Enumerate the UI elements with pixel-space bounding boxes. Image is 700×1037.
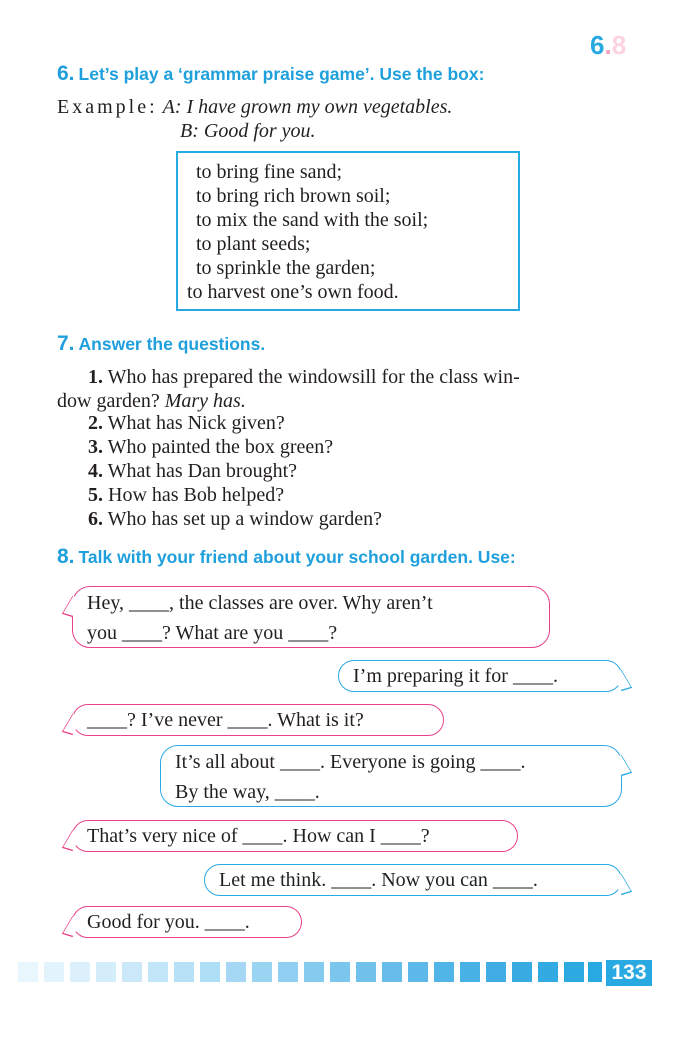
bubble-line: That’s very nice of ____. How can I ____? — [87, 825, 430, 847]
bubble-line: you ____? What are you ____? — [87, 622, 338, 644]
footer-stripe-block — [486, 962, 506, 982]
footer-stripe-block — [18, 962, 38, 982]
question-5 — [88, 483, 284, 507]
task8-heading — [57, 545, 516, 569]
example-a: A: I have grown my own vegetables. — [162, 96, 453, 118]
task6-number: 6. — [57, 62, 75, 85]
footer-stripe-block — [96, 962, 116, 982]
question-text: What has Nick given? — [107, 412, 285, 434]
unit-major: 6 — [590, 30, 605, 60]
box-item: to mix the sand with the soil; — [196, 209, 429, 231]
question-text: Who has prepared the windowsill for the class win- — [107, 366, 520, 388]
speech-bubble-f — [204, 864, 622, 896]
task7-number: 7. — [57, 332, 75, 355]
task6-title: Let’s play a ‘grammar praise game’. Use the box: — [78, 64, 485, 84]
example-label: Example: — [57, 96, 158, 118]
question-number: 3. — [88, 436, 103, 458]
footer-stripe-block — [148, 962, 168, 982]
question-3 — [88, 435, 333, 459]
speech-bubble-g — [72, 906, 302, 938]
footer-stripe-block — [512, 962, 532, 982]
task7-title: Answer the questions. — [78, 334, 266, 354]
question-number: 5. — [88, 484, 103, 506]
speech-bubble-e — [72, 820, 518, 852]
question-answer: Mary has. — [164, 390, 246, 412]
unit-minor: 8 — [611, 30, 627, 60]
speech-bubble-c — [72, 704, 444, 736]
footer-stripe-block — [538, 962, 558, 982]
footer-stripe-block — [252, 962, 272, 982]
question-1 — [88, 365, 520, 389]
question-text: Who has set up a window garden? — [107, 508, 383, 530]
question-number: 2. — [88, 412, 103, 434]
phrase-box — [176, 151, 520, 311]
footer-stripe-block — [122, 962, 142, 982]
question-text: What has Dan brought? — [107, 460, 298, 482]
task8-title: Talk with your friend about your school garden. Use: — [78, 547, 516, 567]
footer-stripe-block — [174, 962, 194, 982]
task6-heading — [57, 62, 484, 86]
footer-stripe-block — [44, 962, 64, 982]
bubble-tail — [611, 670, 632, 691]
unit-marker — [590, 32, 626, 58]
question-number: 6. — [88, 508, 103, 530]
bubble-tail — [611, 874, 632, 895]
bubble-tail — [611, 755, 632, 776]
footer-stripe-block — [70, 962, 90, 982]
speech-bubble-b — [338, 660, 622, 692]
question-6 — [88, 507, 382, 531]
footer-stripe-block — [434, 962, 454, 982]
bubble-tail — [62, 830, 83, 851]
footer-stripe-block — [408, 962, 428, 982]
box-item: to bring fine sand; — [196, 161, 343, 183]
footer-stripe-block — [382, 962, 402, 982]
bubble-tail — [62, 916, 83, 937]
question-text: dow garden? — [57, 390, 160, 412]
footer-stripe-block — [460, 962, 480, 982]
bubble-line: I’m preparing it for ____. — [353, 665, 558, 687]
unit-dot: . — [604, 30, 612, 60]
question-number: 4. — [88, 460, 103, 482]
bubble-line: Good for you. ____. — [87, 911, 250, 933]
question-4 — [88, 459, 297, 483]
speech-bubble-d — [160, 745, 622, 807]
example-b: B: Good for you. — [180, 120, 316, 142]
footer-stripe-block — [200, 962, 220, 982]
box-item: to sprinkle the garden; — [196, 257, 376, 279]
bubble-line: ____? I’ve never ____. What is it? — [87, 709, 364, 731]
bubble-tail — [62, 714, 83, 735]
footer-stripe-block — [356, 962, 376, 982]
bubble-line: It’s all about ____. Everyone is going ____. — [175, 751, 526, 773]
footer-stripe-block — [588, 962, 602, 982]
speech-bubble-a — [72, 586, 550, 648]
box-item: to bring rich brown soil; — [196, 185, 391, 207]
footer-stripe-block — [226, 962, 246, 982]
box-item: to plant seeds; — [196, 233, 311, 255]
question-1-cont — [57, 389, 246, 413]
task7-heading — [57, 332, 265, 356]
bubble-line: Let me think. ____. Now you can ____. — [219, 869, 538, 891]
example-line-a — [57, 95, 452, 119]
question-text: Who painted the box green? — [107, 436, 334, 458]
box-item: to harvest one’s own food. — [187, 281, 399, 303]
footer-stripe-block — [564, 962, 584, 982]
page-number: 133 — [606, 960, 652, 986]
bubble-line: Hey, ____, the classes are over. Why aren’t — [87, 592, 433, 614]
task8-number: 8. — [57, 545, 75, 568]
question-2 — [88, 411, 285, 435]
bubble-tail — [62, 596, 83, 617]
footer-stripe-block — [330, 962, 350, 982]
bubble-line: By the way, ____. — [175, 781, 320, 803]
question-number: 1. — [88, 366, 103, 388]
question-text: How has Bob helped? — [108, 484, 285, 506]
footer-stripe-block — [304, 962, 324, 982]
footer-stripe-block — [278, 962, 298, 982]
